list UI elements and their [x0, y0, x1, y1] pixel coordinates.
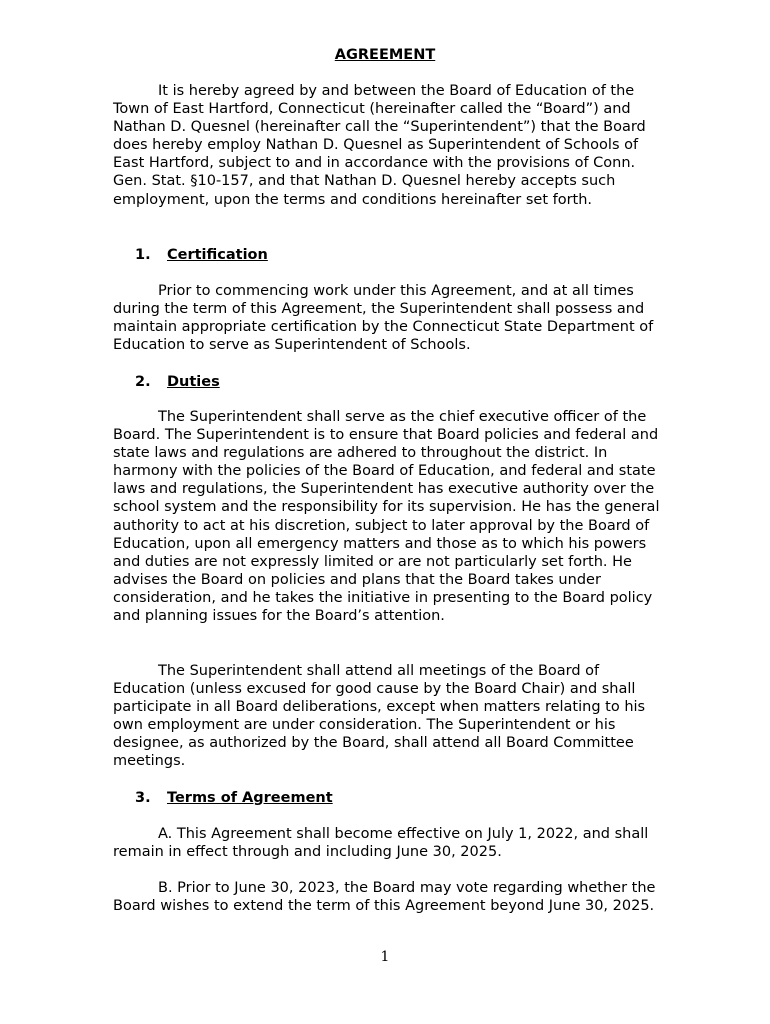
- page-number: 1: [380, 949, 390, 965]
- intro-paragraph: It is hereby agreed by and between the Board of Education of the Town of East Hartford, Connecticut (hereinafter called the “Board”) and Nathan D. Quesnel (hereinafter call the “Superintendent”) that the Board does hereby employ Nathan D. Quesnel as Superintendent of Schools of East Hartford, subject to and in accordance with the provisions of Conn. Gen. Stat. §10-157, and that Nathan D. Quesnel hereby accepts such employment, upon the terms and conditions hereinafter set forth.: [113, 83, 646, 208]
- section-heading-terms: [135, 789, 333, 807]
- terms-paragraph-b: B. Prior to June 30, 2023, the Board may vote regarding whether the Board wishes to extend the term of this Agreement beyond June 30, 2025.: [113, 880, 656, 915]
- duties-paragraph-2: The Superintendent shall attend all meetings of the Board of Education (unless excused for good cause by the Board Chair) and shall participate in all Board deliberations, except when matters relating to his own employment are under consideration. The Superintendent or his designee, as authorized by the Board, shall attend all Board Committee meetings.: [113, 663, 646, 770]
- section-heading-duties: [135, 373, 220, 391]
- section-title: Terms of Agreement: [167, 790, 333, 806]
- section-title: Duties: [167, 374, 220, 390]
- section-title: Certification: [167, 247, 268, 263]
- terms-paragraph-a: A. This Agreement shall become effective on July 1, 2022, and shall remain in effect through and including June 30, 2025.: [113, 826, 649, 861]
- document-title: AGREEMENT: [334, 47, 436, 63]
- section-number: 2.: [135, 374, 151, 390]
- section-heading-certification: [135, 246, 268, 264]
- certification-paragraph: Prior to commencing work under this Agreement, and at all times during the term of this Agreement, the Superintendent shall possess and maintain appropriate certification by the Connecticut State Department of Education to serve as Superintendent of Schools.: [113, 283, 654, 354]
- section-number: 3.: [135, 790, 151, 806]
- duties-paragraph-1: The Superintendent shall serve as the chief executive officer of the Board. The Superintendent is to ensure that Board policies and federal and state laws and regulations are adhered to throughout the district. In harmony with the policies of the Board of Education, and federal and state laws and regulations, the Superintendent has executive authority over the school system and the responsibility for its supervision. He has the general authority to act at his discretion, subject to later approval by the Board of Education, upon all emergency matters and those as to which his powers and duties are not expressly limited or are not particularly set forth. He advises the Board on policies and plans that the Board takes under consideration, and he takes the initiative in presenting to the Board policy and planning issues for the Board’s attention.: [113, 409, 660, 625]
- section-number: 1.: [135, 247, 151, 263]
